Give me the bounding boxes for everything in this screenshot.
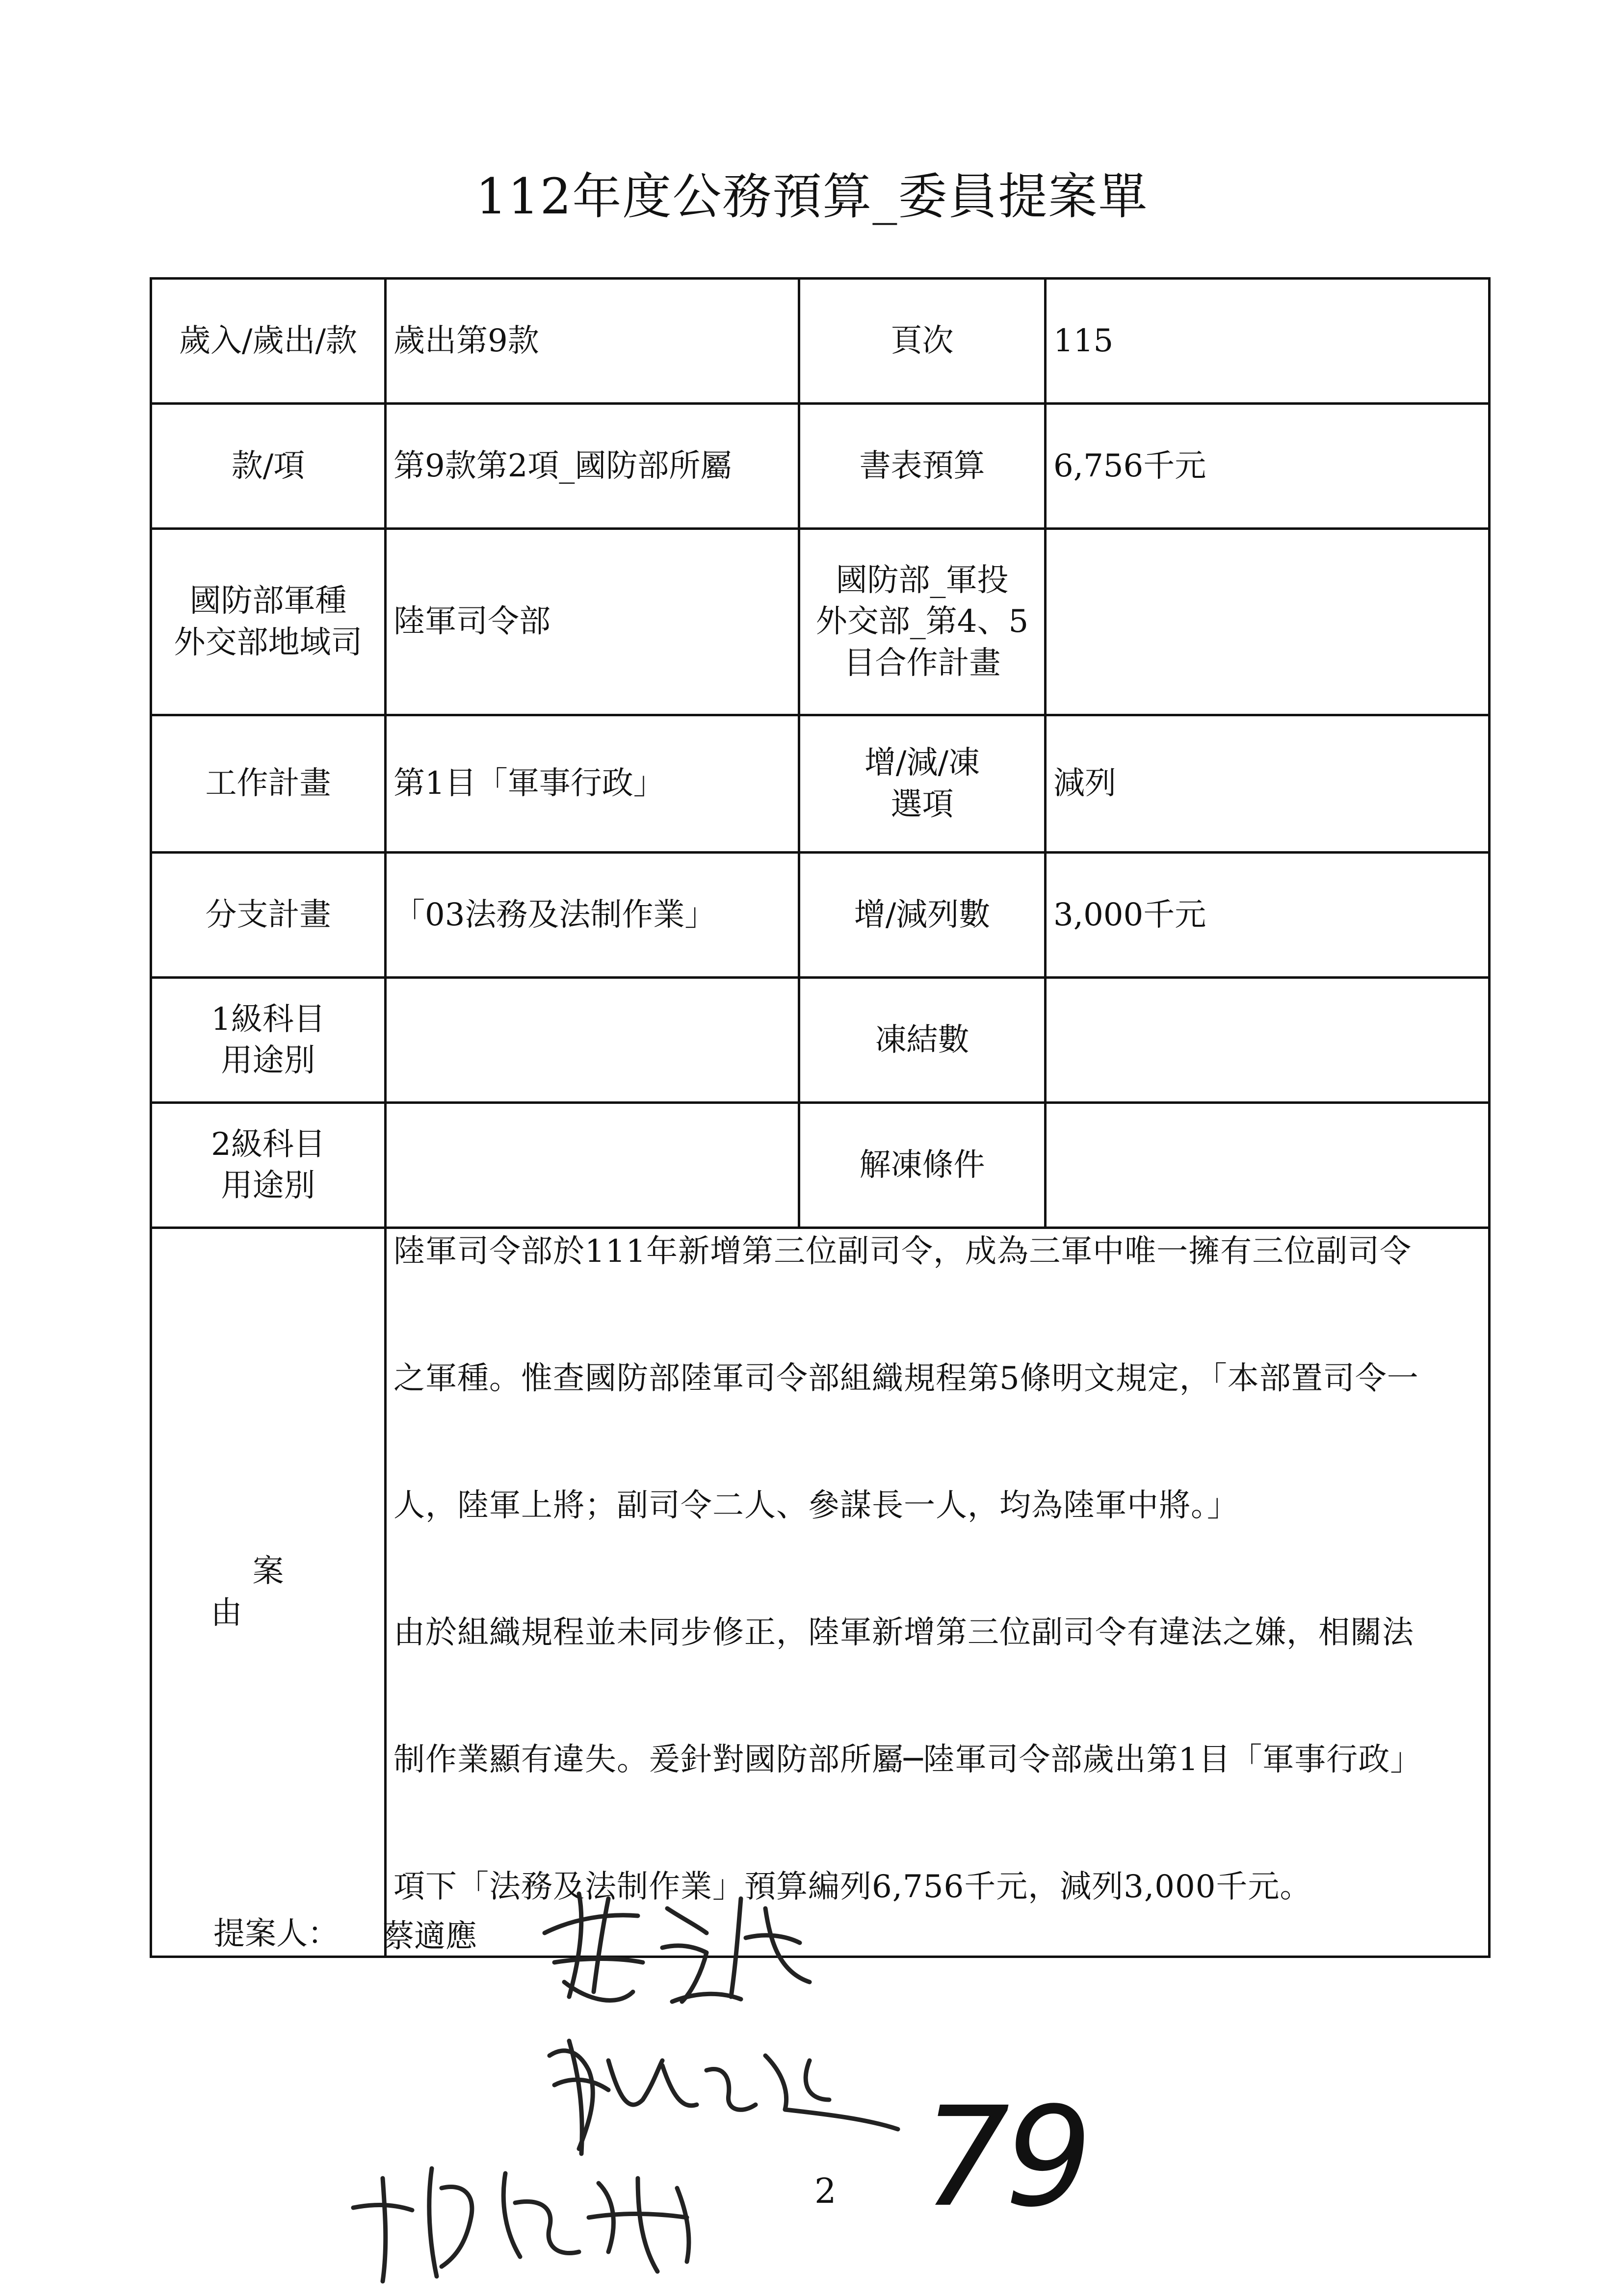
value-adjust-option: 減列 [1046, 715, 1490, 853]
form-row-reason [151, 1228, 1490, 1957]
reason-line: 陸軍司令部於111年新增第三位副司令，成為三軍中唯一擁有三位副司令 [393, 1233, 1412, 1270]
reason-label-text: 案由 [210, 1553, 367, 1631]
label-sub-plan: 分支計畫 [151, 853, 386, 978]
form-row-budget-type [151, 279, 1490, 404]
reason-line: 之軍種。惟查國防部陸軍司令部組織規程第5條明文規定，「本部置司令一 [393, 1360, 1419, 1397]
value-frozen-amount [1046, 978, 1490, 1103]
label-line: 外交部地域司 [174, 624, 363, 661]
value-budget-type: 歲出第9款 [386, 279, 799, 404]
label-frozen-amount: 凍結數 [799, 978, 1046, 1103]
label-reason [151, 1228, 386, 1957]
reason-line: 人，陸軍上將；副司令二人、參謀長一人，均為陸軍中將。」 [393, 1487, 1239, 1524]
page-number: 2 [814, 2171, 837, 2211]
label-line: 增/減/凍 [864, 745, 980, 782]
reason-line: 項下「法務及法制作業」預算編列6,756千元，減列3,000千元。 [393, 1869, 1312, 1905]
value-level1-subject [386, 978, 799, 1103]
reason-text [386, 1228, 1490, 1957]
value-unfreeze-condition [1046, 1103, 1490, 1228]
label-line: 目合作計畫 [843, 645, 1001, 681]
proposer-name: 蔡適應 [383, 1918, 477, 1955]
label-line: 用途別 [221, 1043, 315, 1079]
value-table-budget: 6,756千元 [1046, 404, 1490, 529]
label-section: 款/項 [151, 404, 386, 529]
label-page: 頁次 [799, 279, 1046, 404]
label-level1-subject [151, 978, 386, 1103]
value-page: 115 [1046, 279, 1490, 404]
label-line: 外交部_第4、5 [815, 603, 1029, 640]
form-row-level2-subject [151, 1103, 1490, 1228]
label-line: 國防部軍種 [189, 583, 347, 620]
handwritten-signature-2 [535, 2026, 908, 2164]
label-work-plan: 工作計畫 [151, 715, 386, 853]
handwritten-signature-3 [343, 2144, 746, 2291]
proposer-label: 提案人： [213, 1916, 339, 1952]
value-sub-plan: 「03法務及法制作業」 [386, 853, 799, 978]
document-title: 112年度公務預算_委員提案單 [475, 168, 1149, 225]
value-adjust-amount: 3,000千元 [1046, 853, 1490, 978]
label-line: 國防部_軍投 [836, 562, 1009, 599]
label-level2-subject [151, 1103, 386, 1228]
handwritten-page-stamp: 79 [922, 2078, 1088, 2238]
form-row-work-plan [151, 715, 1490, 853]
reason-line: 由於組織規程並未同步修正，陸軍新增第三位副司令有違法之嫌，相關法 [393, 1615, 1414, 1651]
value-service-branch: 陸軍司令部 [386, 529, 799, 715]
form-row-sub-plan [151, 853, 1490, 978]
value-work-plan: 第1目「軍事行政」 [386, 715, 799, 853]
label-adjust-option [799, 715, 1046, 853]
form-row-section [151, 404, 1490, 529]
label-unfreeze-condition: 解凍條件 [799, 1103, 1046, 1228]
label-table-budget: 書表預算 [799, 404, 1046, 529]
value-section: 第9款第2項_國防部所屬 [386, 404, 799, 529]
form-row-service-branch [151, 529, 1490, 715]
label-line: 用途別 [221, 1168, 315, 1204]
label-budget-type: 歲入/歲出/款 [151, 279, 386, 404]
label-line: 選項 [891, 786, 954, 823]
label-service-branch [151, 529, 386, 715]
value-cooperation-plan [1046, 529, 1490, 715]
reason-line: 制作業顯有違失。爰針對國防部所屬─陸軍司令部歲出第1目「軍事行政」 [393, 1742, 1422, 1778]
value-level2-subject [386, 1103, 799, 1228]
label-adjust-amount: 增/減列數 [799, 853, 1046, 978]
label-line: 1級科目 [211, 1001, 325, 1038]
label-cooperation-plan [799, 529, 1046, 715]
proposal-form-table [150, 277, 1491, 1958]
label-line: 2級科目 [211, 1126, 325, 1163]
handwritten-signature-1 [535, 1879, 829, 2026]
form-row-level1-subject [151, 978, 1490, 1103]
